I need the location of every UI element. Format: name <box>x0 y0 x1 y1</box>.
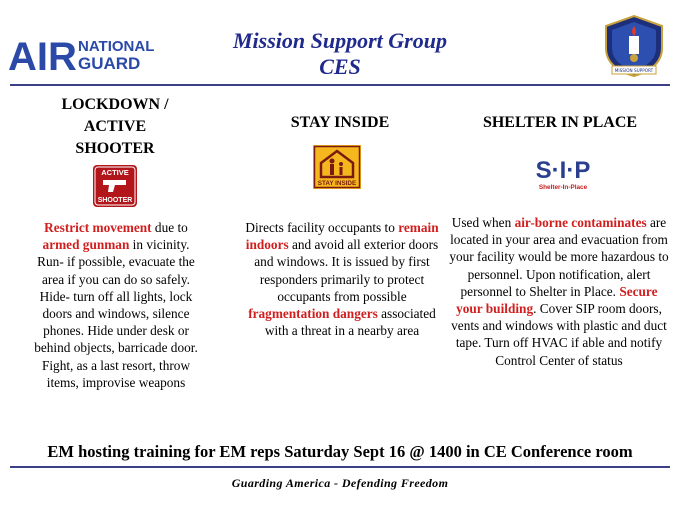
text-segment: in vicinity. Run- if possible, evacuate the area if you can do so safely. Hide- turn off all lights, lock doors and windows, silence phones. Hide under desk or behind objects, barricade door. Fight, as a last resort, throw items, improvise weapons <box>34 237 198 390</box>
svg-text:NATIONAL: NATIONAL <box>78 38 155 55</box>
title-line-1: Mission Support Group <box>233 28 447 53</box>
text-segment: Used when <box>451 215 515 230</box>
shelter-in-place-heading: SHELTER IN PLACE <box>482 114 638 131</box>
svg-text:GUARD: GUARD <box>78 54 141 73</box>
mission-support-seal-icon <box>602 14 666 78</box>
lockdown-active-shooter-heading: LOCKDOWN / ACTIVE SHOOTER <box>61 96 169 157</box>
highlighted-phrase: fragmentation dangers <box>248 306 378 322</box>
stay-inside-icon <box>313 145 361 189</box>
svg-text:S·I·P: S·I·P <box>535 157 591 184</box>
training-announcement: EM hosting training for EM reps Saturday Sept 16 @ 1400 in CE Conference room <box>47 442 633 461</box>
lockdown-instructions <box>28 219 204 391</box>
text-segment: are located in your area and evacuation from your facility would be more hazardous to personnel. Upon notification, alert personnel to Shelter in Place. <box>449 215 669 299</box>
svg-text:STAY INSIDE: STAY INSIDE <box>317 180 357 187</box>
shelter-in-place-instructions <box>448 214 670 369</box>
svg-text:SHOOTER: SHOOTER <box>97 197 133 204</box>
footer-divider <box>10 466 670 468</box>
footer-motto: Guarding America - Defending Freedom <box>231 476 449 490</box>
text-segment: . Cover SIP room doors, vents and windows with plastic and duct tape. Turn off HVAC if able and notify Control Center of status <box>451 301 667 368</box>
header-divider <box>10 84 670 86</box>
highlighted-phrase: Secure your building <box>456 283 658 317</box>
highlighted-phrase: armed gunman <box>42 237 130 253</box>
svg-text:MISSION SUPPORT: MISSION SUPPORT <box>614 68 654 73</box>
title-line-2: CES <box>319 54 361 79</box>
stay-inside-heading: STAY INSIDE <box>290 114 390 131</box>
svg-text:ACTIVE: ACTIVE <box>101 168 129 177</box>
text-segment: associated with a threat in a nearby area <box>264 306 436 339</box>
active-shooter-icon <box>93 165 137 207</box>
stay-inside-instructions <box>238 219 446 339</box>
highlighted-phrase: remain indoors <box>245 220 439 253</box>
text-segment: due to <box>151 220 188 235</box>
page-title <box>200 28 480 80</box>
shelter-in-place-icon <box>537 152 589 192</box>
highlighted-phrase: Restrict movement <box>44 220 152 235</box>
svg-text:AIR: AIR <box>8 35 77 79</box>
svg-text:Shelter-In-Place: Shelter-In-Place <box>538 184 588 191</box>
air-national-guard-logo <box>8 32 155 79</box>
text-segment: Directs facility occupants to <box>245 220 399 235</box>
highlighted-phrase: air-borne contaminates <box>514 215 647 230</box>
text-segment: and avoid all exterior doors and windows. It is issued by first responders primarily to protect occupants from possible <box>254 237 439 304</box>
